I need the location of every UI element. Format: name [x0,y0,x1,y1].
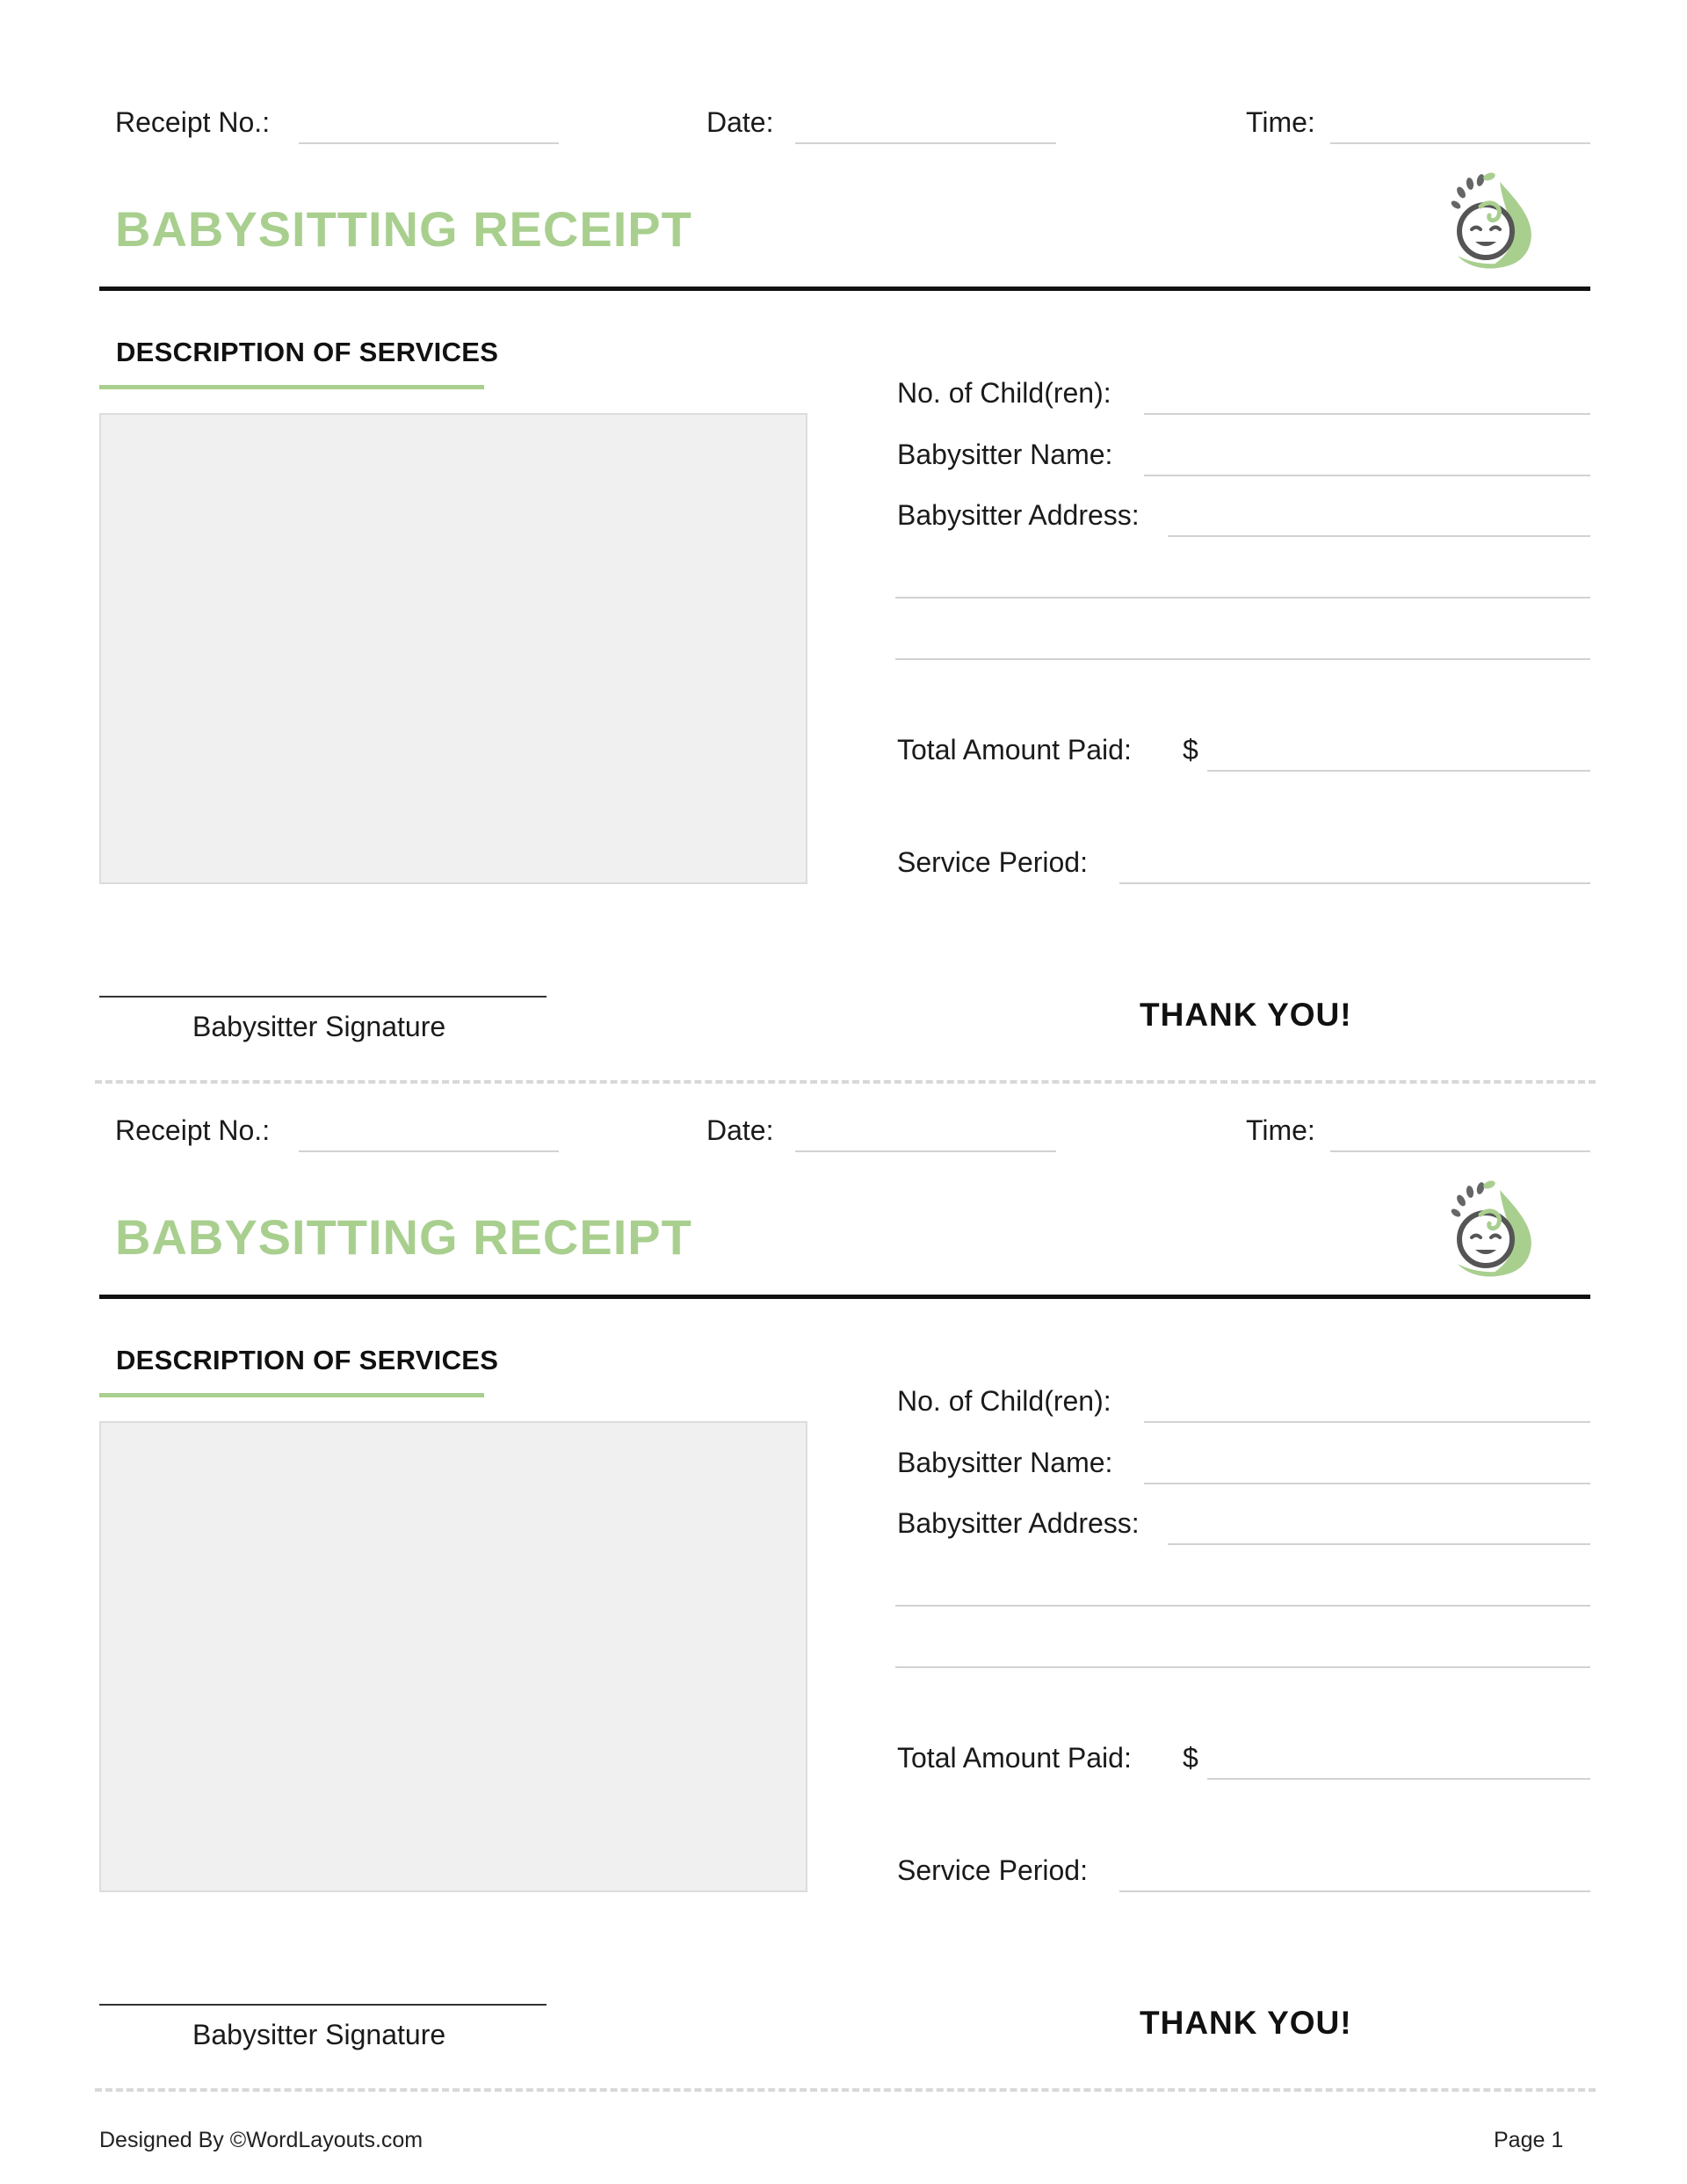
signature-label: Babysitter Signature [192,2019,446,2050]
section-heading: DESCRIPTION OF SERVICES [116,337,499,367]
children-field[interactable] [1144,413,1590,415]
service-period-field[interactable] [1119,1890,1590,1892]
service-period-label: Service Period: [897,1854,1088,1886]
time-label: Time: [1246,106,1315,138]
section-underline [99,385,484,389]
total-amount-label: Total Amount Paid: [897,1742,1132,1774]
babysitter-address-field-3[interactable] [895,658,1590,660]
thank-you-text: THANK YOU! [1140,997,1352,1033]
babysitter-name-label: Babysitter Name: [897,1447,1113,1478]
receipt-title: BABYSITTING RECEIPT [115,1209,692,1265]
footer-credit: Designed By ©WordLayouts.com [99,2128,424,2152]
receipt-no-label: Receipt No.: [115,106,271,138]
time-label: Time: [1246,1114,1315,1146]
date-field[interactable] [795,1150,1056,1152]
currency-symbol: $ [1183,1742,1198,1774]
babysitter-address-field-2[interactable] [895,597,1590,599]
baby-face-leaf-icon [1445,171,1539,275]
time-field[interactable] [1330,1150,1590,1152]
section-heading: DESCRIPTION OF SERVICES [116,1345,499,1375]
receipt-2 [0,1008,1687,2089]
babysitter-name-field[interactable] [1144,1483,1590,1484]
date-label: Date: [706,1114,774,1146]
date-field[interactable] [795,142,1056,144]
total-amount-label: Total Amount Paid: [897,734,1132,765]
total-amount-field[interactable] [1207,770,1590,772]
section-underline [99,1393,484,1397]
receipt-no-label: Receipt No.: [115,1114,271,1146]
babysitter-address-field-2[interactable] [895,1605,1590,1607]
signature-line[interactable] [99,996,547,998]
description-box[interactable] [99,413,807,884]
babysitter-address-label: Babysitter Address: [897,499,1140,531]
page-number: Page 1 [1494,2128,1564,2152]
babysitter-address-field-1[interactable] [1168,535,1590,537]
signature-line[interactable] [99,2004,547,2006]
babysitter-name-label: Babysitter Name: [897,439,1113,470]
receipt-no-field[interactable] [299,1150,559,1152]
header-divider [99,287,1590,291]
babysitter-name-field[interactable] [1144,475,1590,476]
baby-face-leaf-icon [1445,1179,1539,1283]
time-field[interactable] [1330,142,1590,144]
receipt-title: BABYSITTING RECEIPT [115,201,692,257]
children-label: No. of Child(ren): [897,1385,1111,1417]
children-label: No. of Child(ren): [897,377,1111,409]
cut-line-2 [95,2088,1596,2092]
service-period-field[interactable] [1119,882,1590,884]
receipt-1 [0,0,1687,1081]
service-period-label: Service Period: [897,846,1088,878]
children-field[interactable] [1144,1421,1590,1423]
header-divider [99,1295,1590,1299]
total-amount-field[interactable] [1207,1778,1590,1780]
receipt-no-field[interactable] [299,142,559,144]
date-label: Date: [706,106,774,138]
thank-you-text: THANK YOU! [1140,2005,1352,2041]
signature-label: Babysitter Signature [192,1011,446,1042]
babysitter-address-field-3[interactable] [895,1666,1590,1668]
description-box[interactable] [99,1421,807,1892]
babysitter-address-label: Babysitter Address: [897,1507,1140,1539]
currency-symbol: $ [1183,734,1198,765]
babysitter-address-field-1[interactable] [1168,1543,1590,1545]
